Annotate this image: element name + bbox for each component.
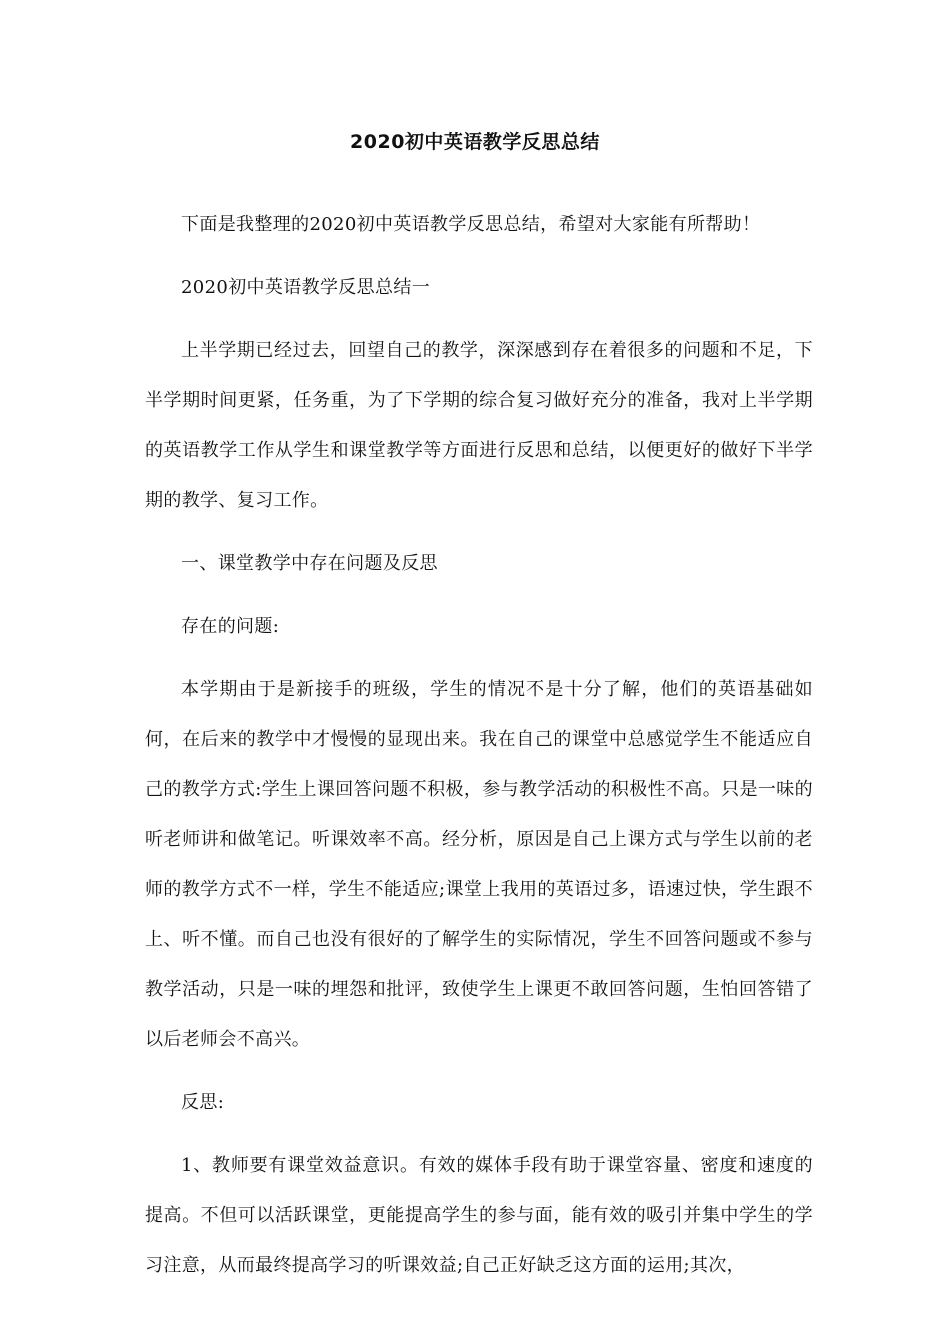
- reflection-label: 反思:: [181, 1092, 225, 1113]
- section-heading: 2020初中英语教学反思总结一: [181, 277, 431, 298]
- body-paragraph: 上半学期已经过去，回望自己的教学，深深感到存在着很多的问题和不足，下半学期时间更紧，任务重，为了下学期的综合复习做好充分的准备，我对上半学期的英语教学工作从学生和课堂教学等方面进行反思和总结，以便更好的做好下半学期的教学、复习工作。: [145, 340, 813, 511]
- document-title: 2020初中英语教学反思总结: [350, 131, 600, 153]
- subsection-heading: 一、课堂教学中存在问题及反思: [181, 553, 438, 574]
- intro-paragraph: 下面是我整理的2020初中英语教学反思总结，希望对大家能有所帮助！: [181, 214, 761, 235]
- document-body: [145, 200, 813, 1304]
- body-paragraph: 本学期由于是新接手的班级，学生的情况不是十分了解，他们的英语基础如何，在后来的教学中才慢慢的显现出来。我在自己的课堂中总感觉学生不能适应自己的教学方式:学生上课回答问题不积极，参与教学活动的积极性不高。只是一味的听老师讲和做笔记。听课效率不高。经分析，原因是自己上课方式与学生以前的老师的教学方式不一样，学生不能适应;课堂上我用的英语过多，语速过快，学生跟不上、听不懂。而自己也没有很好的了解学生的实际情况，学生不回答问题或不参与教学活动，只是一味的埋怨和批评，致使学生上课更不敢回答问题，生怕回答错了以后老师会不高兴。: [145, 679, 813, 1050]
- problems-label: 存在的问题:: [181, 616, 280, 637]
- body-paragraph: 1、教师要有课堂效益意识。有效的媒体手段有助于课堂容量、密度和速度的提高。不但可以活跃课堂，更能提高学生的参与面，能有效的吸引并集中学生的学习注意，从而最终提高学习的听课效益;自己正好缺乏这方面的运用;其次，: [145, 1155, 813, 1276]
